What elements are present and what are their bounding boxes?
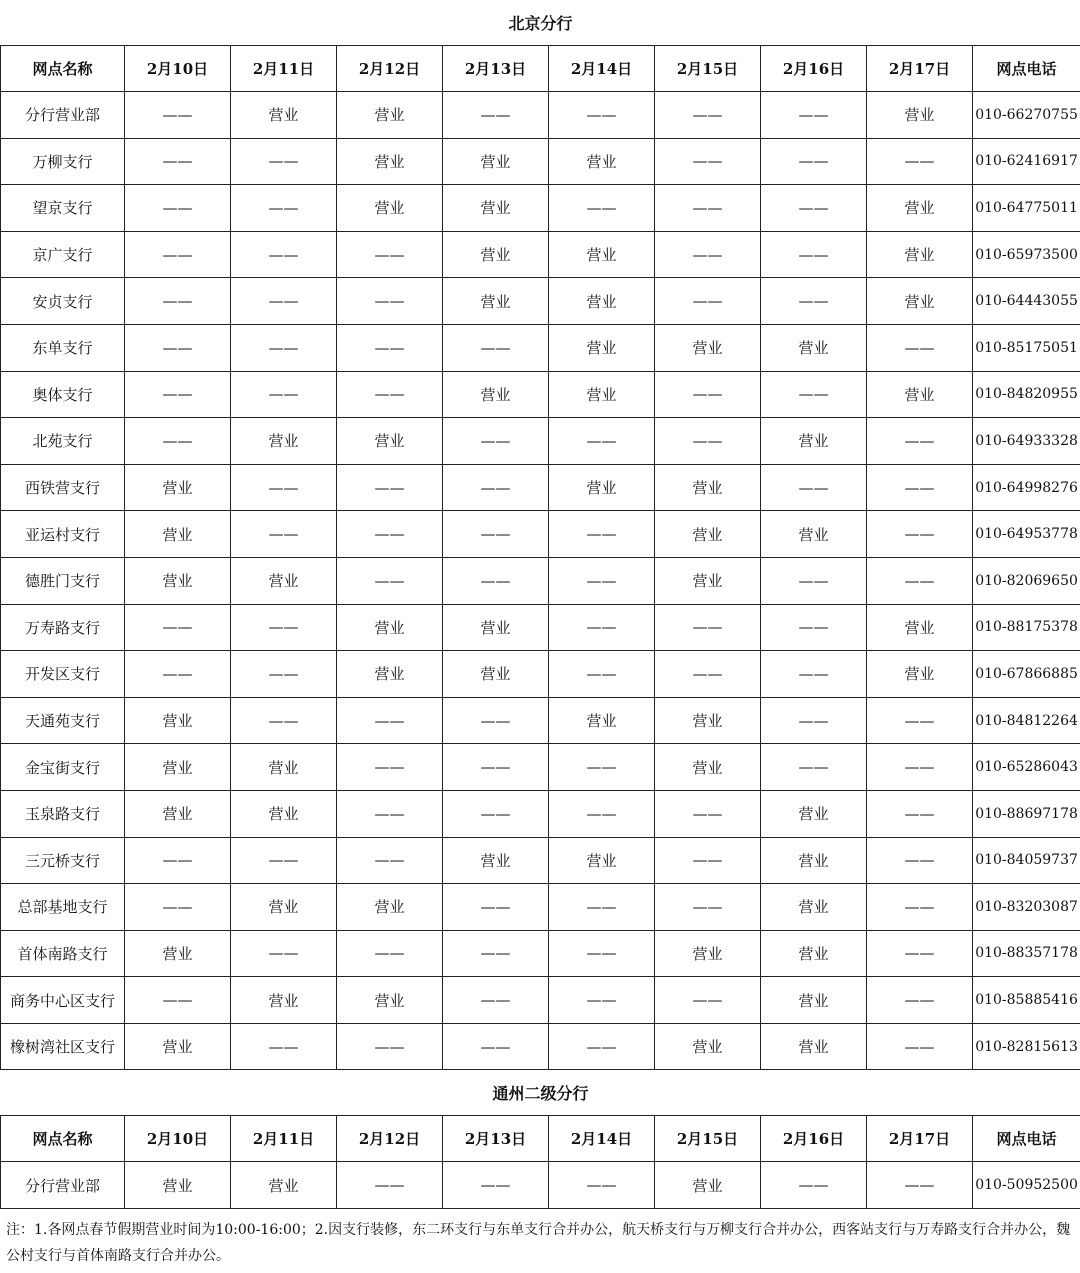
status-cell: 营业 [655,744,761,791]
branch-name-cell: 开发区支行 [1,651,125,698]
table-row [1,324,1080,371]
status-cell: —— [337,464,443,511]
status-cell: —— [867,977,973,1024]
status-cell: 营业 [549,324,655,371]
status-cell: 营业 [549,697,655,744]
status-cell: —— [337,744,443,791]
status-cell: —— [337,1162,443,1209]
footnote: 注：1.各网点春节假期营业时间为10:00-16:00；2.因支行装修，东二环支行与东单支行合并办公，航天桥支行与万柳支行合并办公，西客站支行与万寿路支行合并办公，魏公村支行与首体南路支行合并办公。 [6,1222,1071,1265]
header-row [1,1116,1080,1162]
status-cell: —— [761,697,867,744]
status-cell: —— [231,278,337,325]
status-cell: 营业 [125,1023,231,1070]
status-cell: 营业 [655,464,761,511]
phone-cell: 010-67866885 [973,651,1080,698]
status-cell: 营业 [549,837,655,884]
status-cell: —— [867,1162,973,1209]
branch-name-cell: 京广支行 [1,231,125,278]
status-cell: —— [549,557,655,604]
status-cell: —— [867,557,973,604]
status-cell: —— [125,92,231,139]
branch-name-cell: 东单支行 [1,324,125,371]
status-cell: —— [761,604,867,651]
status-cell: 营业 [761,511,867,558]
status-cell: —— [549,651,655,698]
phone-cell: 010-88357178 [973,930,1080,977]
status-cell: —— [761,557,867,604]
status-cell: 营业 [337,138,443,185]
branch-name-cell: 玉泉路支行 [1,790,125,837]
status-cell: 营业 [655,324,761,371]
status-cell: 营业 [761,930,867,977]
status-cell: —— [761,138,867,185]
status-cell: —— [761,744,867,791]
status-cell: —— [655,92,761,139]
status-cell: —— [655,278,761,325]
phone-cell: 010-64953778 [973,511,1080,558]
branch-name-cell: 德胜门支行 [1,557,125,604]
status-cell: —— [231,511,337,558]
table-row [1,697,1080,744]
table-row [1,511,1080,558]
status-cell: 营业 [761,837,867,884]
status-cell: —— [867,511,973,558]
status-cell: 营业 [231,744,337,791]
status-cell: 营业 [231,884,337,931]
status-cell: —— [655,231,761,278]
status-cell: 营业 [125,557,231,604]
status-cell: —— [655,604,761,651]
status-cell: —— [443,557,549,604]
column-header: 2月11日 [231,1116,337,1162]
status-cell: 营业 [867,92,973,139]
table-row [1,92,1080,139]
column-header: 2月13日 [443,46,549,92]
status-cell: 营业 [337,418,443,465]
phone-cell: 010-65286043 [973,744,1080,791]
branch-name-cell: 西铁营支行 [1,464,125,511]
status-cell: —— [231,651,337,698]
status-cell: 营业 [761,977,867,1024]
status-cell: —— [443,790,549,837]
status-cell: —— [867,790,973,837]
status-cell: —— [337,837,443,884]
status-cell: 营业 [125,930,231,977]
status-cell: 营业 [125,1162,231,1209]
status-cell: —— [231,324,337,371]
table-row [1,371,1080,418]
phone-cell: 010-83203087 [973,884,1080,931]
phone-cell: 010-64933328 [973,418,1080,465]
phone-cell: 010-62416917 [973,138,1080,185]
status-cell: —— [443,930,549,977]
column-header: 2月16日 [761,46,867,92]
status-cell: —— [125,884,231,931]
table-row [1,884,1080,931]
status-cell: —— [549,884,655,931]
status-cell: 营业 [761,884,867,931]
table-row [1,1023,1080,1070]
phone-cell: 010-85885416 [973,977,1080,1024]
status-cell: —— [337,231,443,278]
column-header: 2月12日 [337,1116,443,1162]
status-cell: —— [867,884,973,931]
status-cell: —— [125,278,231,325]
status-cell: —— [443,418,549,465]
status-cell: —— [761,1162,867,1209]
status-cell: 营业 [867,651,973,698]
status-cell: —— [655,837,761,884]
status-cell: 营业 [655,557,761,604]
status-cell: 营业 [549,231,655,278]
status-cell: 营业 [655,697,761,744]
status-cell: —— [337,1023,443,1070]
table-row [1,138,1080,185]
branch-name-cell: 奥体支行 [1,371,125,418]
branch-name-cell: 分行营业部 [1,1162,125,1209]
status-cell: 营业 [231,92,337,139]
status-cell: 营业 [761,790,867,837]
status-cell: —— [549,790,655,837]
status-cell: —— [867,1023,973,1070]
column-header: 2月10日 [125,46,231,92]
table-row [1,231,1080,278]
section-title-row [1,1070,1080,1116]
status-cell: —— [231,185,337,232]
table-row [1,1162,1080,1209]
status-cell: —— [761,185,867,232]
section-title: 北京分行 [1,0,1080,46]
column-header: 2月14日 [549,1116,655,1162]
branch-name-cell: 首体南路支行 [1,930,125,977]
status-cell: —— [867,138,973,185]
status-cell: 营业 [867,185,973,232]
status-cell: —— [231,371,337,418]
status-cell: —— [655,418,761,465]
branch-name-cell: 万寿路支行 [1,604,125,651]
column-header: 2月15日 [655,46,761,92]
status-cell: 营业 [231,557,337,604]
status-cell: —— [231,697,337,744]
status-cell: —— [231,604,337,651]
column-header: 2月17日 [867,46,973,92]
column-header: 网点电话 [973,46,1080,92]
status-cell: —— [337,790,443,837]
phone-cell: 010-84059737 [973,837,1080,884]
status-cell: —— [443,977,549,1024]
status-cell: —— [443,92,549,139]
status-cell: 营业 [443,278,549,325]
status-cell: 营业 [443,185,549,232]
phone-cell: 010-84820955 [973,371,1080,418]
status-cell: 营业 [231,1162,337,1209]
phone-cell: 010-50952500 [973,1162,1080,1209]
status-cell: —— [125,651,231,698]
status-cell: 营业 [337,651,443,698]
status-cell: —— [337,697,443,744]
phone-cell: 010-64775011 [973,185,1080,232]
status-cell: —— [125,418,231,465]
status-cell: 营业 [443,604,549,651]
status-cell: —— [655,371,761,418]
status-cell: 营业 [443,837,549,884]
status-cell: —— [125,185,231,232]
status-cell: 营业 [761,418,867,465]
status-cell: —— [125,371,231,418]
status-cell: —— [761,92,867,139]
section-title-row [1,0,1080,46]
column-header: 网点名称 [1,46,125,92]
status-cell: —— [761,278,867,325]
status-cell: 营业 [549,278,655,325]
status-cell: —— [443,744,549,791]
status-cell: —— [867,324,973,371]
column-header: 2月17日 [867,1116,973,1162]
table-row [1,977,1080,1024]
status-cell: —— [337,324,443,371]
status-cell: 营业 [867,604,973,651]
status-cell: 营业 [337,884,443,931]
branch-name-cell: 望京支行 [1,185,125,232]
phone-cell: 010-85175051 [973,324,1080,371]
status-cell: 营业 [443,371,549,418]
table-row [1,185,1080,232]
status-cell: 营业 [443,138,549,185]
status-cell: 营业 [761,1023,867,1070]
branch-name-cell: 三元桥支行 [1,837,125,884]
branch-name-cell: 北苑支行 [1,418,125,465]
section-title: 通州二级分行 [1,1070,1080,1116]
phone-cell: 010-88697178 [973,790,1080,837]
status-cell: —— [761,651,867,698]
phone-cell: 010-82815613 [973,1023,1080,1070]
status-cell: —— [549,511,655,558]
branch-name-cell: 分行营业部 [1,92,125,139]
branch-name-cell: 商务中心区支行 [1,977,125,1024]
status-cell: —— [443,1023,549,1070]
column-header: 2月15日 [655,1116,761,1162]
column-header: 2月11日 [231,46,337,92]
status-cell: —— [655,651,761,698]
phone-cell: 010-66270755 [973,92,1080,139]
phone-cell: 010-84812264 [973,697,1080,744]
table-row [1,278,1080,325]
column-header: 2月16日 [761,1116,867,1162]
status-cell: 营业 [655,511,761,558]
status-cell: 营业 [337,604,443,651]
status-cell: 营业 [231,418,337,465]
branch-name-cell: 亚运村支行 [1,511,125,558]
status-cell: —— [337,930,443,977]
status-cell: —— [761,464,867,511]
status-cell: —— [337,511,443,558]
status-cell: 营业 [125,464,231,511]
table-row [1,744,1080,791]
table-row [1,790,1080,837]
column-header: 网点名称 [1,1116,125,1162]
status-cell: —— [867,744,973,791]
status-cell: —— [761,231,867,278]
status-cell: —— [549,744,655,791]
status-cell: —— [549,977,655,1024]
status-cell: —— [867,697,973,744]
status-cell: 营业 [443,231,549,278]
status-cell: 营业 [443,651,549,698]
status-cell: —— [125,231,231,278]
branch-name-cell: 橡树湾社区支行 [1,1023,125,1070]
status-cell: —— [549,92,655,139]
status-cell: —— [655,977,761,1024]
phone-cell: 010-88175378 [973,604,1080,651]
phone-cell: 010-64443055 [973,278,1080,325]
status-cell: 营业 [337,185,443,232]
table-row [1,651,1080,698]
table-row [1,604,1080,651]
status-cell: 营业 [125,790,231,837]
status-cell: —— [443,1162,549,1209]
status-cell: —— [231,464,337,511]
status-cell: —— [231,231,337,278]
status-cell: —— [443,324,549,371]
status-cell: 营业 [655,1023,761,1070]
column-header: 2月12日 [337,46,443,92]
status-cell: 营业 [867,371,973,418]
status-cell: —— [125,604,231,651]
status-cell: 营业 [337,92,443,139]
column-header: 2月10日 [125,1116,231,1162]
status-cell: 营业 [867,278,973,325]
table-row [1,464,1080,511]
status-cell: —— [867,837,973,884]
table-row [1,837,1080,884]
status-cell: 营业 [231,790,337,837]
status-cell: —— [549,930,655,977]
header-row [1,46,1080,92]
status-cell: —— [443,511,549,558]
status-cell: —— [761,371,867,418]
status-cell: —— [125,977,231,1024]
table-row [1,557,1080,604]
table-row [1,418,1080,465]
phone-cell: 010-82069650 [973,557,1080,604]
status-cell: —— [655,138,761,185]
status-cell: —— [549,1162,655,1209]
table-body [1,0,1080,1209]
status-cell: 营业 [655,930,761,977]
status-cell: —— [231,138,337,185]
branch-name-cell: 总部基地支行 [1,884,125,931]
status-cell: —— [443,697,549,744]
status-cell: 营业 [549,138,655,185]
status-cell: —— [231,837,337,884]
branch-name-cell: 金宝街支行 [1,744,125,791]
status-cell: —— [125,837,231,884]
status-cell: —— [867,464,973,511]
status-cell: 营业 [125,744,231,791]
branch-name-cell: 安贞支行 [1,278,125,325]
status-cell: 营业 [549,464,655,511]
status-cell: 营业 [761,324,867,371]
status-cell: —— [867,418,973,465]
phone-cell: 010-64998276 [973,464,1080,511]
status-cell: —— [337,371,443,418]
status-cell: —— [549,604,655,651]
status-cell: —— [125,138,231,185]
branch-name-cell: 天通苑支行 [1,697,125,744]
status-cell: —— [125,324,231,371]
status-cell: 营业 [231,977,337,1024]
status-cell: —— [549,185,655,232]
status-cell: —— [337,278,443,325]
status-cell: —— [231,930,337,977]
status-cell: 营业 [125,697,231,744]
status-cell: 营业 [337,977,443,1024]
table-row [1,930,1080,977]
status-cell: —— [337,557,443,604]
status-cell: —— [443,464,549,511]
status-cell: 营业 [655,1162,761,1209]
branch-name-cell: 万柳支行 [1,138,125,185]
column-header: 2月13日 [443,1116,549,1162]
status-cell: 营业 [125,511,231,558]
column-header: 网点电话 [973,1116,1080,1162]
column-header: 2月14日 [549,46,655,92]
status-cell: —— [867,930,973,977]
status-cell: —— [231,1023,337,1070]
status-cell: —— [655,790,761,837]
status-cell: 营业 [867,231,973,278]
status-cell: —— [655,185,761,232]
status-cell: —— [655,884,761,931]
status-cell: —— [549,418,655,465]
status-cell: —— [549,1023,655,1070]
status-cell: —— [443,884,549,931]
phone-cell: 010-65973500 [973,231,1080,278]
status-cell: 营业 [549,371,655,418]
